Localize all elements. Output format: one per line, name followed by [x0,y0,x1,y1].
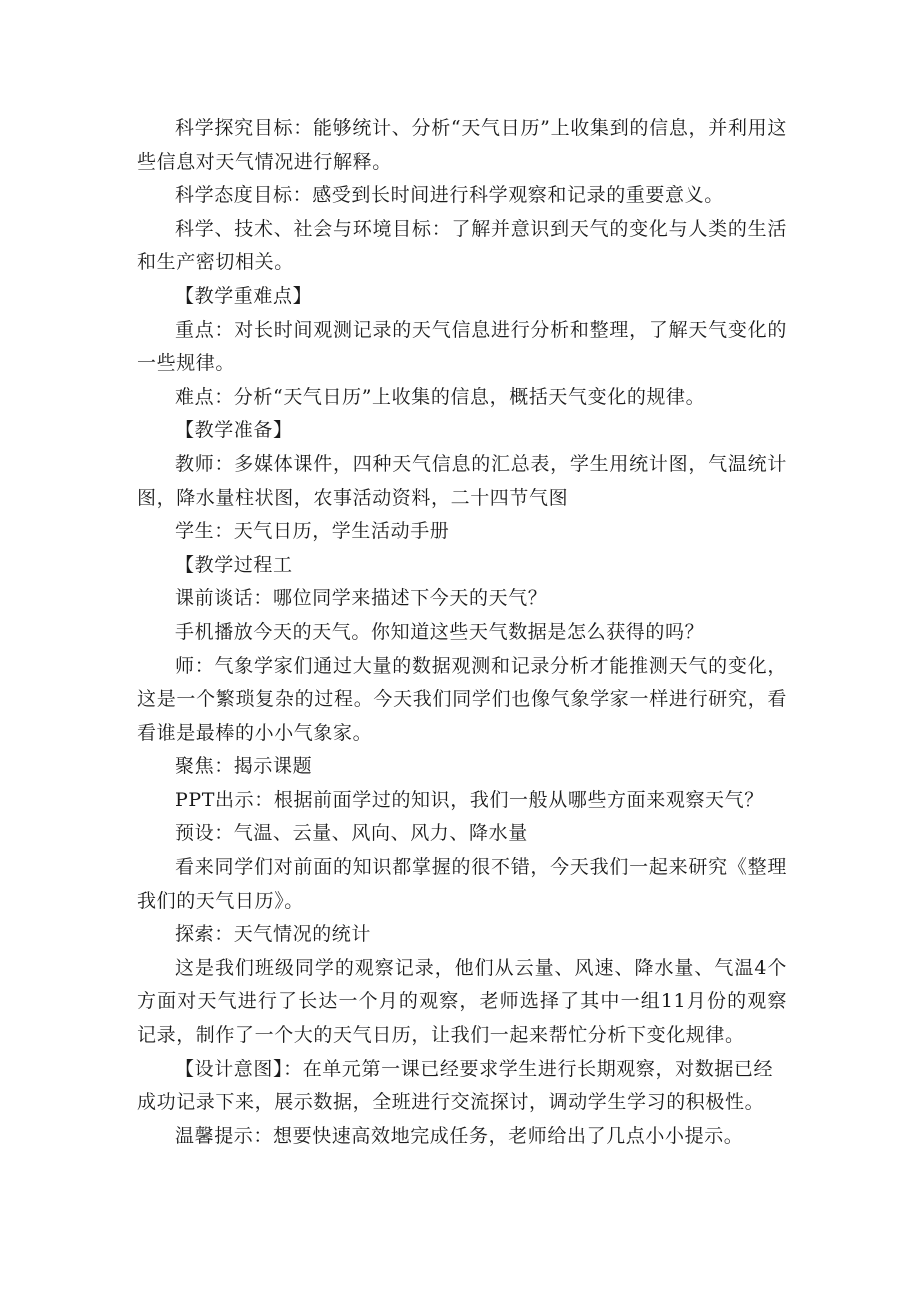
heading-preparation: 【教学准备】 [175,419,293,442]
paragraph-society-goal: 科学、技术、社会与环境目标：了解并意识到天气的变化与人类的生活和生产密切相关。 [137,217,787,274]
paragraph-teacher-prep: 教师：多媒体课件，四种天气信息的汇总表，学生用统计图，气温统计图，降水量柱状图，农事活动资料，二十四节气图 [137,452,787,509]
paragraph-inquiry-goal: 科学探究目标：能够统计、分析“天气日历”上收集到的信息，并利用这些信息对天气情况进行解释。 [137,117,787,173]
paragraph-difficult-point: 难点：分析“天气日历”上收集的信息，概括天气变化的规律。 [175,385,706,408]
paragraph-explore: 探索：天气情况的统计 [175,923,372,946]
heading-key-difficult-points: 【教学重难点】 [175,284,313,307]
paragraph-design-intent: 【设计意图】：在单元第一课已经要求学生进行长期观察，对数据已经成功记录下来，展示数据，全班进行交流探讨，调动学生学习的积极性。 [137,1057,774,1114]
paragraph-focus: 聚焦：揭示课题 [175,755,313,778]
paragraph-pre-class-talk: 课前谈话：哪位同学来描述下今天的天气？ [175,587,548,610]
paragraph-research-topic: 看来同学们对前面的知识都掌握的很不错，今天我们一起来研究《整理我们的天气日历》。 [137,856,787,912]
paragraph-teacher-intro: 师：气象学家们通过大量的数据观测和记录分析才能推测天气的变化，这是一个繁琐复杂的过程。今天我们同学们也像气象学家一样进行研究，看看谁是最棒的小小气象家。 [137,654,787,744]
paragraph-ppt: PPT出示：根据前面学过的知识，我们一般从哪些方面来观察天气？ [175,788,764,811]
paragraph-tips: 温馨提示：想要快速高效地完成任务，老师给出了几点小小提示。 [175,1124,744,1147]
document-body [137,112,787,1153]
paragraph-attitude-goal: 科学态度目标：感受到长时间进行科学观察和记录的重要意义。 [175,184,724,207]
paragraph-key-point: 重点：对长时间观测记录的天气信息进行分析和整理，了解天气变化的一些规律。 [137,318,787,375]
paragraph-observation-record: 这是我们班级同学的观察记录，他们从云量、风速、降水量、气温4个方面对天气进行了长达一个月的观察，老师选择了其中一组11月份的观察记录，制作了一个大的天气日历，让我们一起来帮忙分析下变化规律。 [137,956,787,1047]
paragraph-phone-weather: 手机播放今天的天气。你知道这些天气数据是怎么获得的吗？ [175,620,705,643]
heading-process: 【教学过程工 [175,553,293,576]
paragraph-student-prep: 学生：天气日历，学生活动手册 [175,520,450,543]
paragraph-presumption: 预设：气温、云量、风向、风力、降水量 [175,822,528,845]
